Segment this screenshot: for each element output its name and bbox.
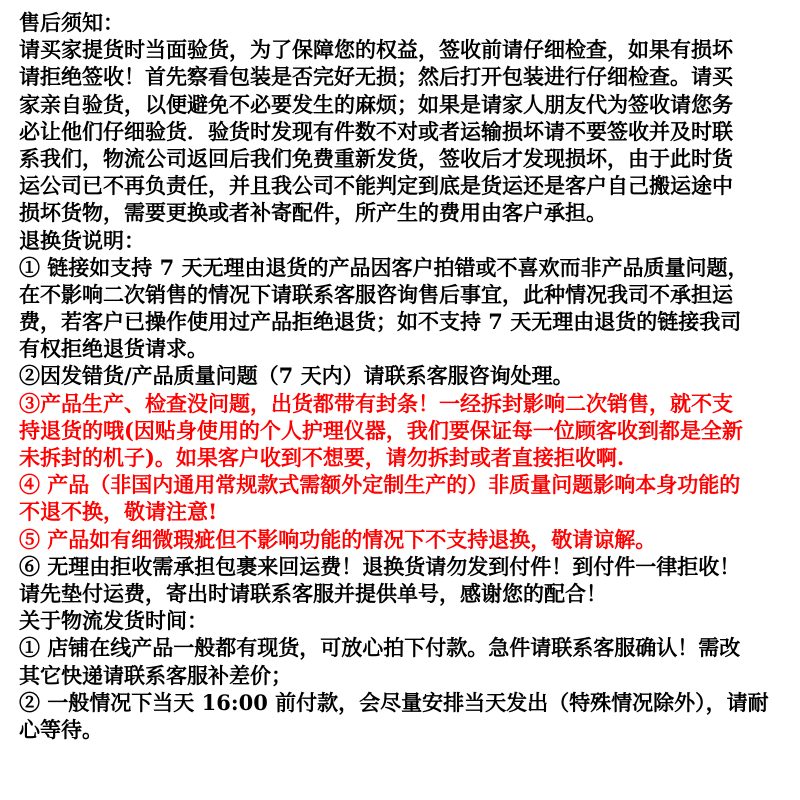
returns-section — [19, 227, 789, 608]
returns-item-3-warning — [19, 390, 789, 472]
returns-item-1-line: ① 链接如支持 7 天无理由退货的产品因客户拍错或不喜欢而非产品质量问题， — [19, 254, 749, 280]
shipping-heading: 关于物流发货时间： — [19, 608, 208, 634]
returns-item-1-line: 费，若客户已操作使用过产品拒绝退货；如不支持 7 天无理由退货的链接我司 — [19, 309, 742, 335]
shipping-item-1 — [19, 634, 789, 688]
after-sales-line: 运公司已不再负责任，并且我公司不能判定到底是货运还是客户自己搬运途中 — [19, 173, 733, 199]
returns-item-2 — [19, 362, 789, 389]
returns-item-6 — [19, 553, 789, 607]
returns-item-3-line: ③产品生产、检查没问题，出货都带有封条！一经拆封影响二次销售，就不支 — [19, 390, 733, 416]
shipping-item-2 — [19, 689, 789, 743]
returns-item-3-line: 未拆封的机子)。如果客户收到不想要，请勿拆封或者直接拒收啊. — [19, 445, 625, 470]
returns-item-1-line: 在不影响二次销售的情况下请联系客服咨询售后事宜，此种情况我司不承担运 — [19, 281, 733, 307]
shipping-item-1-line: ① 店铺在线产品一般都有现货，可放心拍下付款。急件请联系客服确认！需改 — [19, 635, 741, 661]
returns-item-1 — [19, 254, 789, 363]
shipping-section — [19, 607, 789, 743]
returns-item-6-line: 请先垫付运费，寄出时请联系客服并提供单号，感谢您的配合！ — [19, 580, 607, 606]
after-sales-line: 必让他们仔细验货．验货时发现有件数不对或者运输损坏请不要签收并及时联 — [19, 118, 733, 144]
after-sales-line: 家亲自验货，以便避免不必要发生的麻烦；如果是请家人朋友代为签收请您务 — [19, 91, 733, 117]
returns-item-3-line: 持退货的哦(因贴身使用的个人护理仪器，我们要保证每一位顾客收到都是全新 — [19, 417, 743, 443]
after-sales-section — [19, 9, 789, 227]
after-sales-heading: 售后须知： — [19, 10, 124, 35]
shipping-item-2-line: 心等待。 — [19, 716, 103, 742]
returns-item-6-line: ⑥ 无理由拒收需承担包裹来回运费！退换货请勿发到付件！到付件一律拒收！ — [19, 553, 741, 579]
after-sales-line: 请拒绝签收！首先察看包装是否完好无损；然后打开包装进行仔细检查。请买 — [19, 64, 733, 90]
returns-heading: 退换货说明： — [19, 227, 145, 253]
returns-item-4-warning — [19, 471, 789, 525]
after-sales-line: 请买家提货时当面验货，为了保障您的权益，签收前请仔细检查，如果有损坏 — [19, 37, 733, 63]
returns-item-4-line: ④ 产品（非国内通用常规款式需额外定制生产的）非质量问题影响本身功能的 — [19, 472, 741, 498]
after-sales-line: 损坏货物，需要更换或者补寄配件，所产生的费用由客户承担。 — [19, 200, 607, 226]
returns-item-5-warning — [19, 526, 789, 553]
returns-item-2-line: ②因发错货/产品质量问题（7 天内）请联系客服咨询处理。 — [19, 363, 574, 389]
after-sales-notice-document — [19, 9, 789, 743]
shipping-item-1-line: 其它快递请联系客服补差价； — [19, 662, 292, 688]
returns-item-5-line: ⑤ 产品如有细微瑕疵但不影响功能的情况下不支持退换，敬请谅解。 — [19, 526, 657, 552]
returns-item-4-line: 不退不换，敬请注意! — [19, 499, 218, 525]
shipping-item-2-line: ② 一般情况下当天 16:00 前付款，会尽量安排当天发出（特殊情况除外），请耐 — [19, 689, 769, 715]
after-sales-line: 系我们，物流公司返回后我们免费重新发货，签收后才发现损坏，由于此时货 — [19, 145, 733, 171]
returns-item-1-line: 有权拒绝退货请求。 — [19, 336, 208, 362]
